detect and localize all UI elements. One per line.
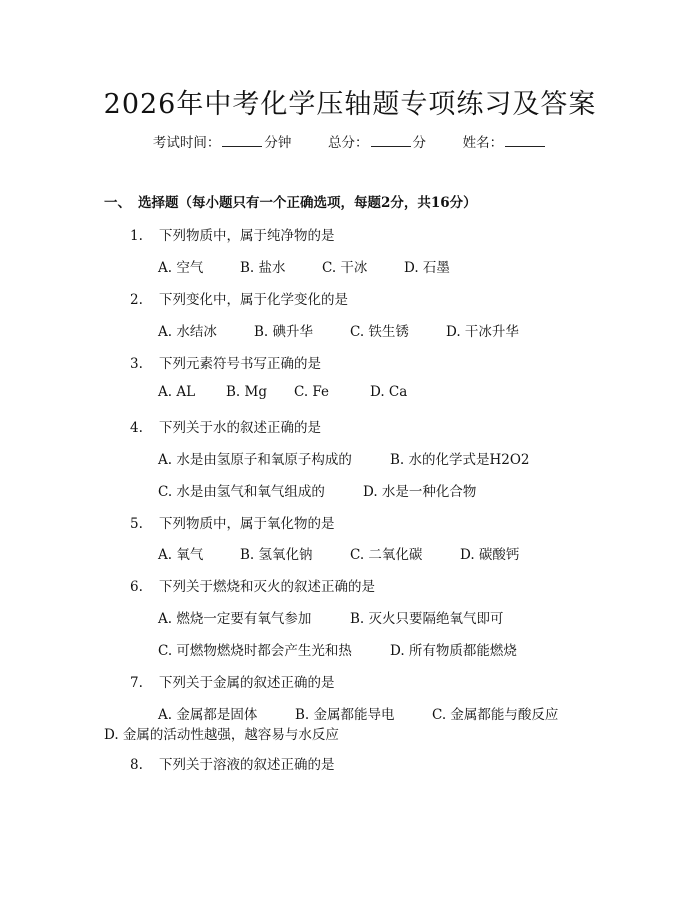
name-blank[interactable]	[505, 134, 545, 147]
question-number: 6.	[130, 579, 143, 595]
option-b[interactable]: B. Mg	[226, 384, 267, 400]
question-3	[130, 352, 321, 372]
option-d[interactable]: D. Ca	[370, 384, 408, 400]
time-label: 考试时间：	[152, 135, 221, 151]
option-a[interactable]: A. 金属都是固体	[158, 707, 258, 723]
option-d[interactable]: D. 碳酸钙	[460, 547, 520, 563]
time-blank[interactable]	[222, 134, 262, 147]
exam-info-line	[0, 131, 700, 151]
option-b[interactable]: B. 金属都能导电	[295, 707, 395, 723]
question-8	[130, 753, 335, 773]
question-4	[130, 416, 321, 436]
question-text: 下列变化中，属于化学变化的是	[159, 292, 348, 308]
option-a[interactable]: A. 燃烧一定要有氧气参加	[158, 611, 312, 627]
option-d[interactable]: D. 水是一种化合物	[363, 484, 477, 500]
question-6-options-row-2	[158, 639, 517, 659]
question-4-options-row-2	[158, 480, 476, 500]
question-7	[130, 671, 335, 691]
question-7-options-row-2	[104, 723, 339, 743]
option-a[interactable]: A. 水结冰	[158, 324, 217, 340]
option-d[interactable]: D. 所有物质都能燃烧	[390, 643, 517, 659]
question-number: 5.	[130, 516, 143, 532]
option-a[interactable]: A. 空气	[158, 260, 204, 276]
question-text: 下列物质中，属于纯净物的是	[159, 228, 335, 244]
question-number: 7.	[130, 675, 143, 691]
section-heading	[104, 191, 477, 211]
question-text: 下列关于燃烧和灭火的叙述正确的是	[159, 579, 375, 595]
score-blank[interactable]	[371, 134, 411, 147]
option-a[interactable]: A. 氧气	[158, 547, 204, 563]
option-b[interactable]: B. 氢氧化钠	[240, 547, 313, 563]
option-b[interactable]: B. 灭火只要隔绝氧气即可	[350, 611, 504, 627]
page-title: 2026年中考化学压轴题专项练习及答案	[103, 89, 597, 120]
question-number: 4.	[130, 420, 143, 436]
question-text: 下列关于金属的叙述正确的是	[159, 675, 335, 691]
question-5-options	[158, 543, 519, 563]
option-c[interactable]: C. Fe	[294, 384, 330, 400]
question-text: 下列关于溶液的叙述正确的是	[159, 757, 335, 773]
option-c[interactable]: C. 可燃物燃烧时都会产生光和热	[158, 643, 352, 659]
score-unit: 分	[412, 135, 426, 151]
question-text: 下列物质中，属于氧化物的是	[159, 516, 335, 532]
question-4-options-row-1	[158, 448, 530, 468]
section-number: 一、	[104, 195, 131, 211]
option-c[interactable]: C. 干冰	[322, 260, 368, 276]
option-d[interactable]: D. 金属的活动性越强，越容易与水反应	[104, 727, 339, 743]
score-label: 总分：	[328, 135, 369, 151]
option-a[interactable]: A. 水是由氢原子和氧原子构成的	[158, 452, 352, 468]
option-d[interactable]: D. 石墨	[404, 260, 450, 276]
section-title: 选择题（每小题只有一个正确选项，每题2分，共16分）	[138, 195, 477, 211]
option-c[interactable]: C. 铁生锈	[350, 324, 409, 340]
question-number: 2.	[130, 292, 143, 308]
option-b[interactable]: B. 水的化学式是H2O2	[390, 452, 530, 468]
option-c[interactable]: C. 金属都能与酸反应	[432, 707, 559, 723]
question-6	[130, 575, 375, 595]
option-b[interactable]: B. 盐水	[240, 260, 286, 276]
option-c[interactable]: C. 水是由氢气和氧气组成的	[158, 484, 325, 500]
question-number: 1.	[130, 228, 143, 244]
question-5	[130, 512, 335, 532]
option-c[interactable]: C. 二氧化碳	[350, 547, 423, 563]
option-a[interactable]: A. AL	[158, 384, 196, 400]
question-number: 3.	[130, 356, 143, 372]
question-7-options-row-1	[158, 703, 558, 723]
option-b[interactable]: B. 碘升华	[254, 324, 314, 340]
question-text: 下列元素符号书写正确的是	[159, 356, 321, 372]
question-number: 8.	[130, 757, 143, 773]
question-text: 下列关于水的叙述正确的是	[159, 420, 321, 436]
option-d[interactable]: D. 干冰升华	[446, 324, 519, 340]
question-1	[130, 224, 335, 244]
name-label: 姓名：	[462, 135, 504, 151]
time-unit: 分钟	[264, 135, 292, 151]
question-6-options-row-1	[158, 607, 504, 627]
question-2-options	[158, 320, 519, 340]
question-1-options	[158, 256, 450, 276]
question-2	[130, 288, 348, 308]
question-3-options	[158, 384, 407, 400]
